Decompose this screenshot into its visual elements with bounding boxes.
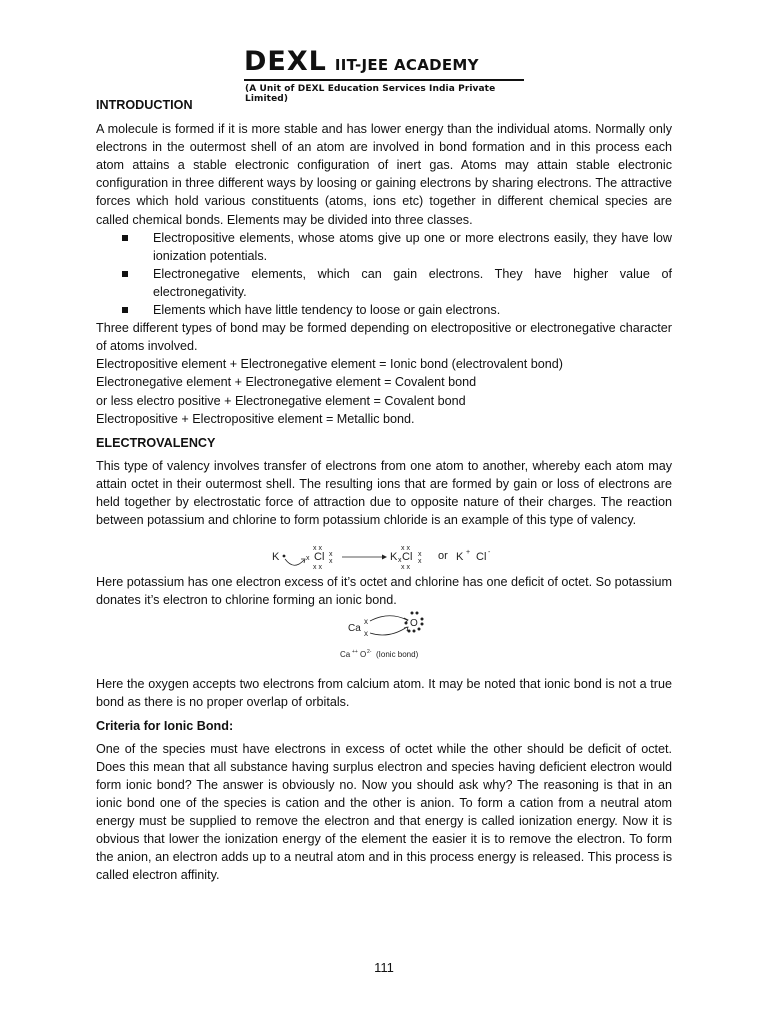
brand-line [244, 44, 526, 76]
svg-text:x: x [418, 551, 422, 559]
bond-line: Electropositive + Electropositive element = Metallic bond. [96, 411, 415, 426]
list-item: Electropositive elements, whose atoms give up one or more electrons easily, they have low ionization potentials. [96, 229, 672, 265]
svg-text:x: x [329, 551, 333, 559]
transfer-arrow-curve [285, 559, 304, 565]
brand-name: DEXL [244, 46, 327, 77]
list-item: Elements which have little tendency to loose or gain electrons. [96, 301, 672, 319]
svg-text:2-: 2- [367, 649, 372, 656]
bond-line: Electropositive element + Electronegative element = Ionic bond (electrovalent bond) [96, 357, 563, 372]
svg-text:x x: x x [401, 564, 410, 572]
introduction-paragraph: A molecule is formed if it is more stable and has lower energy than the individual atoms. Normally only electrons in the outermost shell of an atom are involved in bond formation and in this process each atom attains a stable electronic configuration of inert gas. Atoms may attain stable electronic configuration in three different ways by loosing or gaining electrons by sharing electrons. The attractive forces which hold various constituents (atoms, ions etc) together in different chemical species are called chemical bonds. Elements may be divided into three classes. [96, 122, 672, 227]
cao-formation-figure [96, 609, 672, 675]
bond-line: Electronegative element + Electronegative element = Covalent bond [96, 375, 477, 390]
cao-diagram [96, 609, 672, 675]
square-bullet-icon [122, 235, 128, 241]
cl-minus-ion: Cl [476, 551, 487, 564]
header-rule [244, 79, 524, 81]
electrovalency-heading: ELECTROVALENCY [96, 435, 216, 450]
oxygen-accepts-paragraph: Here the oxygen accepts two electrons from calcium atom. It may be noted that ionic bond is not a true bond as there is no proper overlap of orbitals. [96, 677, 672, 710]
svg-text:++: ++ [352, 649, 358, 656]
arrow-head-icon [404, 627, 408, 631]
transfer-arrow-curve [370, 627, 407, 635]
electron-dot [283, 555, 286, 558]
svg-text:x x: x x [313, 545, 322, 553]
brand-tagline: (A Unit of DEXL Education Services India Private Limited) [245, 84, 496, 104]
element-classes-list [96, 229, 672, 319]
list-item: Electronegative elements, which can gain electrons. They have higher value of electronegativity. [96, 265, 672, 301]
svg-text:x x: x x [401, 545, 410, 553]
k-ion-label: K [390, 551, 398, 564]
potassium-donation-paragraph: Here potassium has one electron excess of it’s octet and chlorine has one deficit of octet. So potassium donates it’s electron to chlorine forming an ionic bond. [96, 575, 672, 608]
k-charge: + [466, 549, 471, 557]
k-plus-ion: K [456, 551, 464, 564]
cl-product-label: Cl [402, 551, 413, 564]
svg-text:O: O [360, 650, 367, 660]
cao-caption [340, 649, 419, 659]
main-content [96, 96, 672, 884]
header-logo [244, 44, 526, 104]
introduction-heading: INTRODUCTION [96, 98, 193, 112]
page-number: 111 [374, 960, 394, 975]
o-atom-label: O [410, 618, 418, 630]
ca-atom-label: Ca [348, 623, 361, 635]
svg-text:Ca: Ca [340, 650, 351, 660]
reaction-arrow-head-icon [382, 555, 387, 560]
bond-types-intro: Three different types of bond may be formed depending on electropositive or electronegative character of atoms involved. [96, 321, 672, 354]
svg-text:x: x [364, 617, 368, 627]
cl-atom-label: Cl [314, 551, 325, 564]
svg-text:(Ionic bond): (Ionic bond) [376, 650, 419, 660]
svg-text:x: x [398, 557, 402, 565]
kcl-formation-figure [96, 529, 672, 573]
electrovalency-paragraph: This type of valency involves transfer of electrons from one atom to another, whereby each atom may attain octet in their outermost shell. The resulting ions that are formed by gain or loss of electrons are held together by electrostatic force of attraction due to opposite nature of their charges. The reaction between potassium and chlorine to form potassium chloride is an example of this type of valency. [96, 458, 672, 528]
square-bullet-icon [122, 271, 128, 277]
k-atom-label: K [272, 551, 280, 564]
svg-text:x: x [364, 629, 368, 639]
brand-subtitle: IIT-JEE ACADEMY [334, 56, 479, 74]
cl-charge: - [488, 549, 491, 557]
or-label: or [438, 550, 448, 563]
svg-text:x: x [418, 558, 422, 566]
criteria-paragraph: One of the species must have electrons in excess of octet while the other should be deficit of octet. Does this mean that all substance having surplus electron and species having deficient electron would form ionic bond? The answer is obviously no. Now you should ask why? The reasoning is that in an ionic bond one of the species is cation and the other is anion. To form a cation from a neutral atom energy must be supplied to remove the electron and that energy is called ionization energy. Now it is obvious that lower the ionization energy of the element the easier it is to remove the electron. To form the anion, an electron adds up to a neutral atom and in this process energy is released. This process is called electron affinity. [96, 741, 672, 883]
svg-text:x: x [306, 555, 310, 563]
square-bullet-icon [122, 307, 128, 313]
kcl-diagram [96, 529, 672, 573]
transfer-arrow-curve [370, 616, 407, 621]
criteria-heading: Criteria for Ionic Bond: [96, 718, 234, 733]
svg-text:x: x [329, 558, 333, 566]
bond-line: or less electro positive + Electronegative element = Covalent bond [96, 393, 466, 408]
svg-text:x x: x x [313, 564, 322, 572]
